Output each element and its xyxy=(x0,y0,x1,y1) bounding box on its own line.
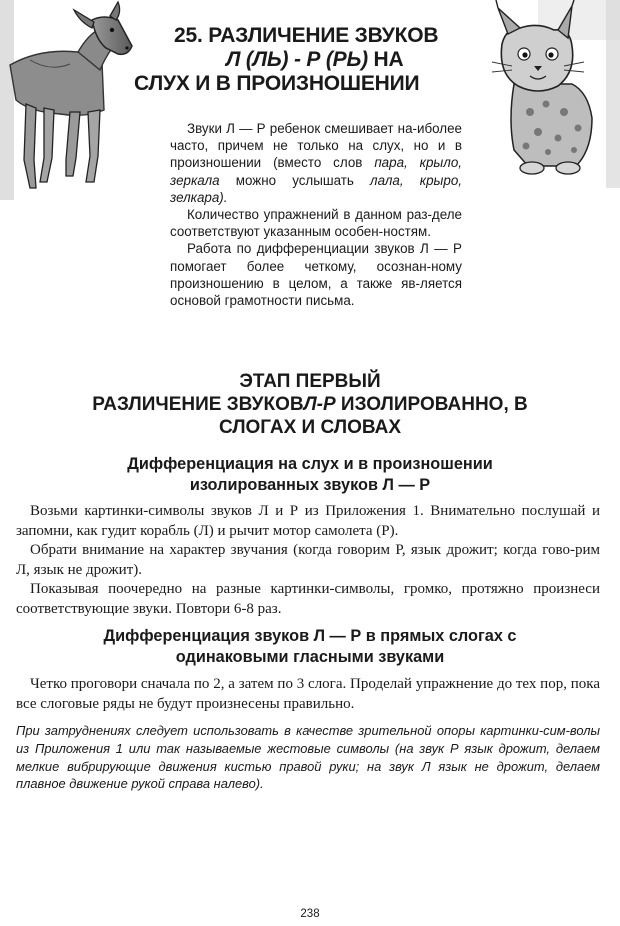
intro-p1-text-a: Звуки Л — Р ребенок смешивает на-иболее часто, причем не только на слух, но и в произношении (вместо слов xyxy=(170,121,462,171)
section-1-body xyxy=(16,502,600,619)
teacher-note xyxy=(16,722,600,793)
moose-calf-illustration xyxy=(0,0,150,200)
teacher-note-text: При затруднениях следует использовать в качестве зрительной опоры картинки-сим-волы из Приложения 1 или так называемые жестовые символы (на звук Р язык дрожит, делаем мелкие вибрирующие движения кистью правой руки; на звук Л язык не дрожит, делаем плавное движение рукой справа налево). xyxy=(16,723,600,792)
section-1-paragraph-1: Возьми картинки-символы звуков Л и Р из Приложения 1. Внимательно послушай и запомни, как гудит корабль (Л) и рычит мотор самолета (Р). xyxy=(16,503,600,539)
section-1-heading-line-2: изолированных звуков Л — Р xyxy=(189,476,431,494)
lynx-cub-illustration xyxy=(468,0,620,188)
intro-paragraph-3: Работа по дифференциации звуков Л — Р помогает более четкому, осознан-ному произношению в целом, а также яв-ляется основой грамотности письма. xyxy=(170,241,462,309)
section-1-paragraph-3: Показывая поочередно на разные картинки-символы, громко, протяжно произнеси соответствующие звуки. Повтори 6-8 раз. xyxy=(16,581,600,617)
chapter-sounds-suffix: НА xyxy=(367,48,404,71)
stage-heading-text-b: ИЗОЛИРОВАННО, В xyxy=(335,394,528,415)
stage-heading-text-a: РАЗЛИЧЕНИЕ ЗВУКОВ xyxy=(92,394,304,415)
section-1-paragraph-2: Обрати внимание на характер звучания (когда говорим Р, язык дрожит; когда гово-рим Л, язык не дрожит). xyxy=(16,542,600,578)
section-2-heading-line-2: одинаковыми гласными звуками xyxy=(175,648,445,666)
page-number: 238 xyxy=(300,908,320,920)
intro-paragraph-1 xyxy=(170,120,462,206)
section-2-paragraph-1: Четко проговори сначала по 2, а затем по 3 слога. Проделай упражнение до тех пор, пока все слоговые ряды не будут произнесены правильно. xyxy=(16,676,600,712)
chapter-title xyxy=(130,24,470,96)
stage-heading-line-1: ЭТАП ПЕРВЫЙ xyxy=(239,371,381,392)
intro-p1-text-b: можно услышать xyxy=(219,172,371,188)
intro-text xyxy=(170,120,462,309)
stage-heading-line-3: СЛОГАХ И СЛОВАХ xyxy=(218,417,402,438)
section-2-body xyxy=(16,675,600,714)
chapter-title-line-2 xyxy=(130,48,470,72)
stage-heading-line-2 xyxy=(60,393,560,416)
chapter-title-line-3: СЛУХ И В ПРОИЗНОШЕНИИ xyxy=(134,72,420,95)
intro-p1-example-words: пара, крыло, зеркала xyxy=(170,155,462,188)
section-1-heading-line-1: Дифференциация на слух и в произношении xyxy=(127,455,493,473)
chapter-title-line-1: 25. РАЗЛИЧЕНИЕ ЗВУКОВ xyxy=(174,24,439,47)
section-2-heading-line-1: Дифференциация звуков Л — Р в прямых слогах с xyxy=(103,627,517,645)
chapter-sounds: Л (ЛЬ) - Р (РЬ) xyxy=(226,48,368,71)
intro-p1-heard-words: лала, крыро, зелкара). xyxy=(170,172,462,205)
stage-heading-sounds: Л-Р xyxy=(303,394,336,415)
intro-paragraph-2: Количество упражнений в данном раз-деле соответствуют указанным особен-ностям. xyxy=(170,207,462,240)
